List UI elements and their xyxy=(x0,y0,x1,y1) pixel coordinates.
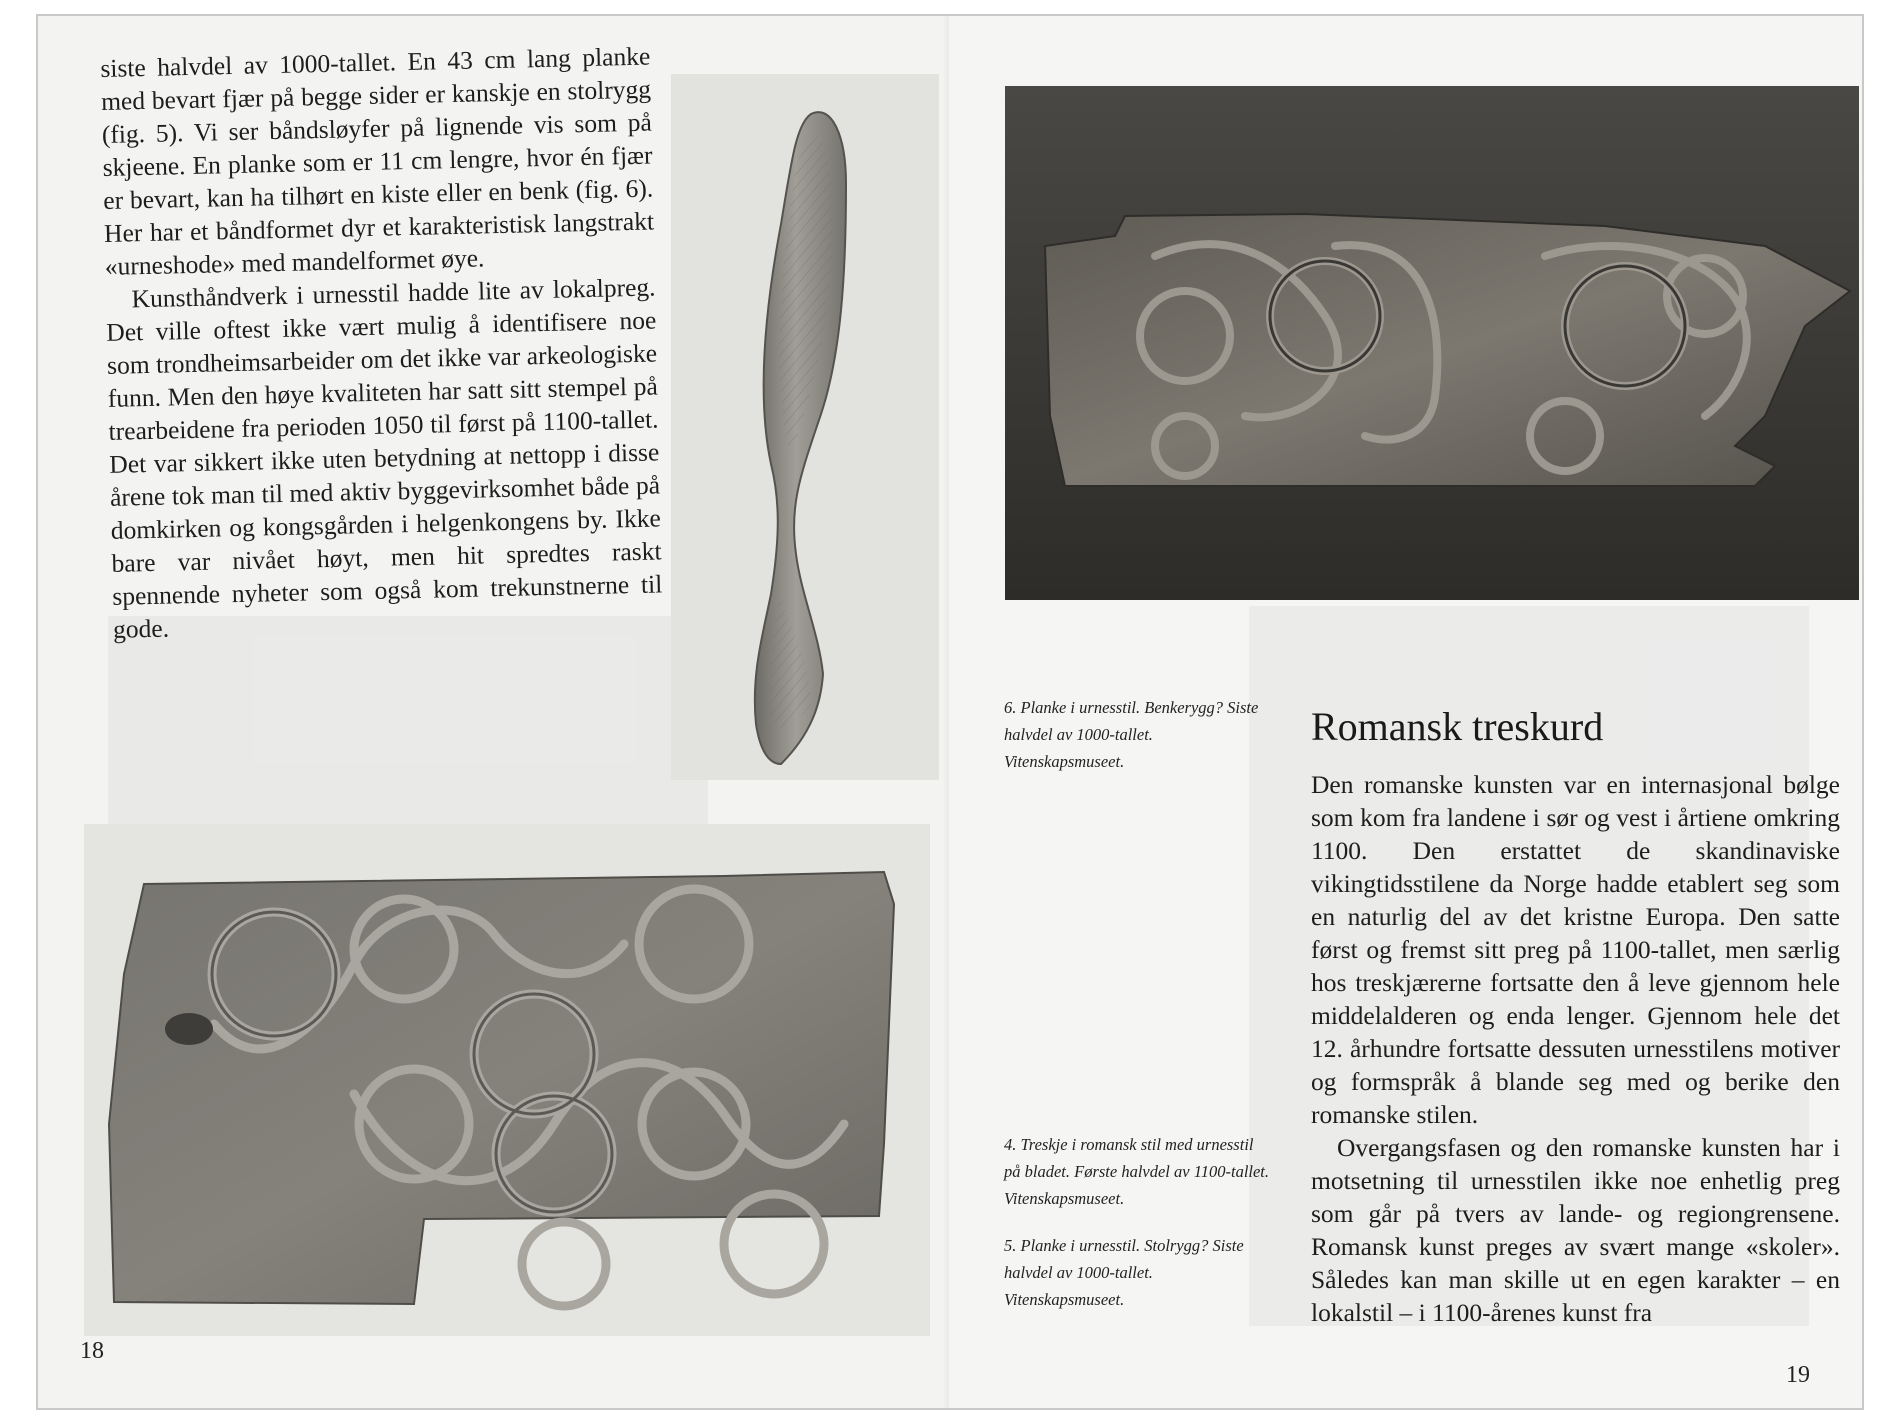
left-page-body xyxy=(100,40,663,646)
caption-fig4-text: 4. Treskje i romansk stil med urnesstil på bladet. Første halvdel av 1100-tallet. Vitenskapsmuseet. xyxy=(1004,1135,1270,1208)
right-paragraph-2: Overgangsfasen og den romanske kunsten har i motsetning til urnesstilen ikke noe enhetlig preg som går på tvers av lande- og regiongrensene. Romansk kunst preges av svært mange «skoler». Således kan man skille ut en egen karakter – en lokalstil – i 1100-årenes kunst fra xyxy=(1311,1133,1840,1327)
caption-fig6-text: 6. Planke i urnesstil. Benkerygg? Siste halvdel av 1000-tallet. Vitenskapsmuseet. xyxy=(1004,698,1259,771)
plank-stolrygg-figure xyxy=(84,824,930,1336)
spoon-figure xyxy=(671,74,939,780)
book-spread xyxy=(36,14,1864,1410)
caption-fig4-fig5 xyxy=(1004,1131,1274,1333)
spoon-photo xyxy=(671,74,939,780)
plank-stolrygg-photo xyxy=(84,824,930,1336)
right-page xyxy=(949,16,1862,1408)
caption-fig5-text: 5. Planke i urnesstil. Stolrygg? Siste halvdel av 1000-tallet. Vitenskapsmuseet. xyxy=(1004,1236,1244,1309)
right-page-body xyxy=(1311,768,1840,1329)
plank-benkerygg-photo xyxy=(1005,86,1859,600)
caption-fig6 xyxy=(1004,694,1274,795)
section-heading: Romansk treskurd xyxy=(1311,703,1604,749)
plank-benkerygg-figure xyxy=(1005,86,1859,600)
left-paragraph-1: siste halvdel av 1000-tallet. En 43 cm lang planke med bevart fjær på begge sider er kanskje en stolrygg (fig. 5). Vi ser båndsløyfer på lignende vis som på skjeene. En planke som er 11 cm lengre, hvor én fjær er bevart, kan ha tilhørt en kiste eller en benk (fig. 6). Her har et båndformet dyr et karakteristisk langstrakt «urneshode» med mandelformet øye. xyxy=(100,41,655,281)
right-paragraph-1: Den romanske kunsten var en internasjonal bølge som kom fra landene i sør og vest i årtiene omkring 1100. Den erstattet de skandinaviske vikingtidsstilene da Norge hadde etablert seg som en naturlig del av det kristne Europa. Den satte først og fremst sitt preg på 1100-tallet, men særlig hos treskjærerne fortsatte den å leve gjennom hele middelalderen og enda lenger. Gjennom hele det 12. århundre fortsatte dessuten urnesstilens motiver og formspråk å blande seg med og berike den romanske stilen. xyxy=(1311,770,1840,1129)
left-page xyxy=(38,16,949,1408)
knot-hole xyxy=(165,1013,213,1045)
page-number-right: 19 xyxy=(1786,1362,1810,1388)
page-number-left: 18 xyxy=(80,1338,104,1364)
left-paragraph-2: Kunsthåndverk i urnesstil hadde lite av lokalpreg. Det ville oftest ikke vært mulig å identifisere noe som trondheimsarbeider om det ikke var arkeologiske funn. Men den høye kvaliteten har satt sitt stempel på trearbeidene fra perioden 1050 til først på 1100-tallet. Det var sikkert ikke uten betydning at nettopp i disse årene tok man til med aktiv byggevirksomhet både på domkirken og kongsgården i helgenkongens by. Ikke bare var nivået høyt, men hit spredtes raskt spennende nyheter som også kom trekunstnerne til gode. xyxy=(106,272,663,644)
